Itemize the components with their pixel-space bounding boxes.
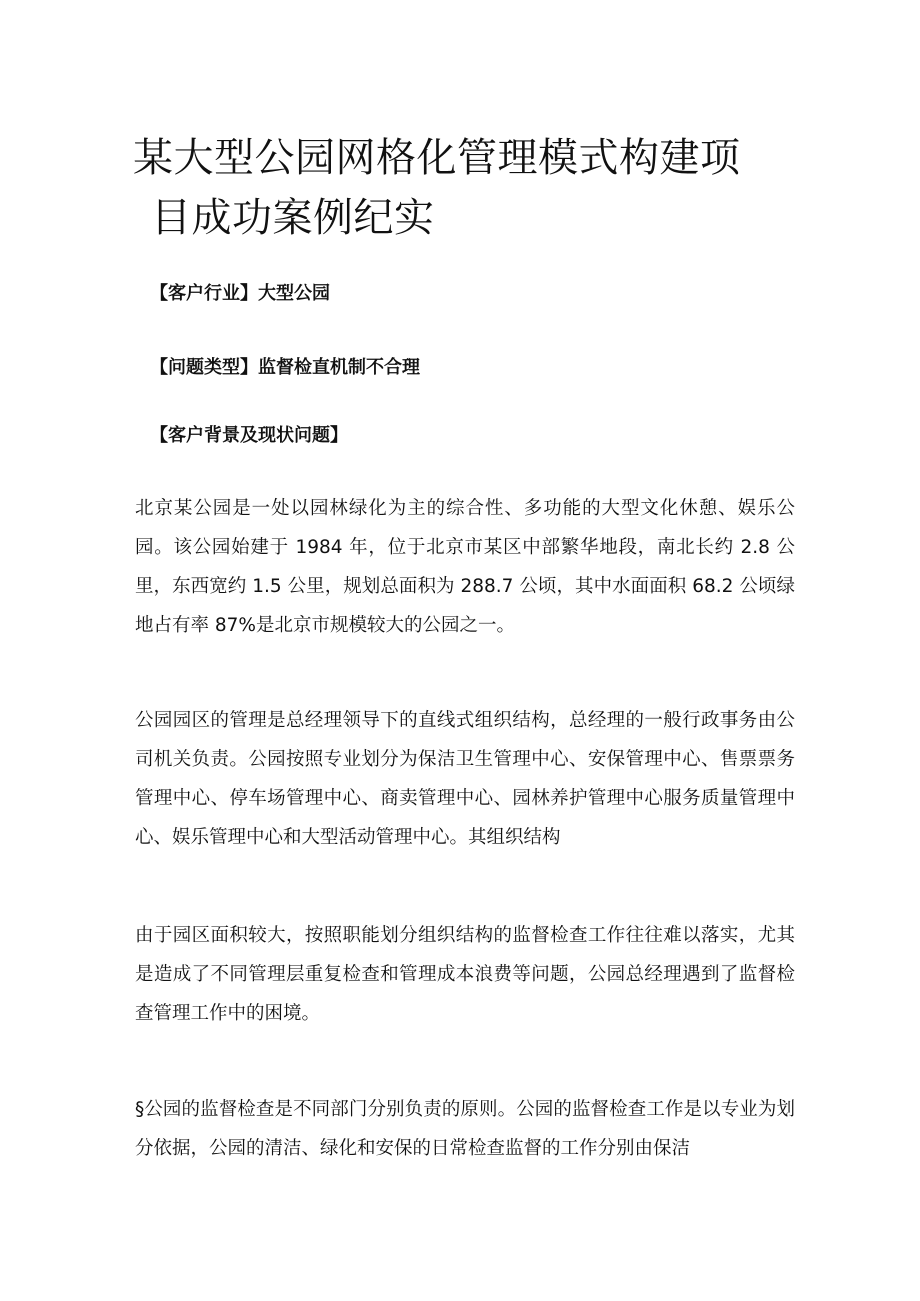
title-line-1: 某大型公园网格化管理模式构建项 <box>133 135 741 181</box>
paragraph-supervision-principle: §公园的监督检查是不同部门分别负责的原则。公园的监督检查工作是以专业为划分依据，公园的清洁、绿化和安保的日常检查监督的工作分别由保洁 <box>135 1099 795 1159</box>
paragraph-management-structure: 公园园区的管理是总经理领导下的直线式组织结构，总经理的一般行政事务由公司机关负责。公园按照专业划分为保洁卫生管理中心、安保管理中心、售票票务管理中心、停车场管理中心、商卖管理中心、园林养护管理中心服务质量管理中心、娱乐管理中心和大型活动管理中心。其组织结构 <box>135 710 795 848</box>
client-industry-label: 【客户行业】大型公园 <box>150 283 330 304</box>
background-heading: 【客户背景及现状问题】 <box>150 425 348 446</box>
title-line-2: 目成功案例纪实 <box>151 195 435 241</box>
paragraph-supervision-problem: 由于园区面积较大，按照职能划分组织结构的监督检查工作往往难以落实，尤其是造成了不同管理层重复检查和管理成本浪费等问题，公园总经理遇到了监督检查管理工作中的困境。 <box>135 925 795 1024</box>
paragraph-park-overview: 北京某公园是一处以园林绿化为主的综合性、多功能的大型文化休憩、娱乐公园。该公园始建于 1984 年，位于北京市某区中部繁华地段，南北长约 2.8 公里，东西宽约 1.5 公里，规划总面积为 288.7 公顷，其中水面面积 68.2 公顷绿地占有率 87%是北京市规模较大的公园之一。 <box>135 498 795 636</box>
problem-type-label: 【问题类型】监督检直机制不合理 <box>150 357 420 378</box>
document-title <box>133 128 783 248</box>
